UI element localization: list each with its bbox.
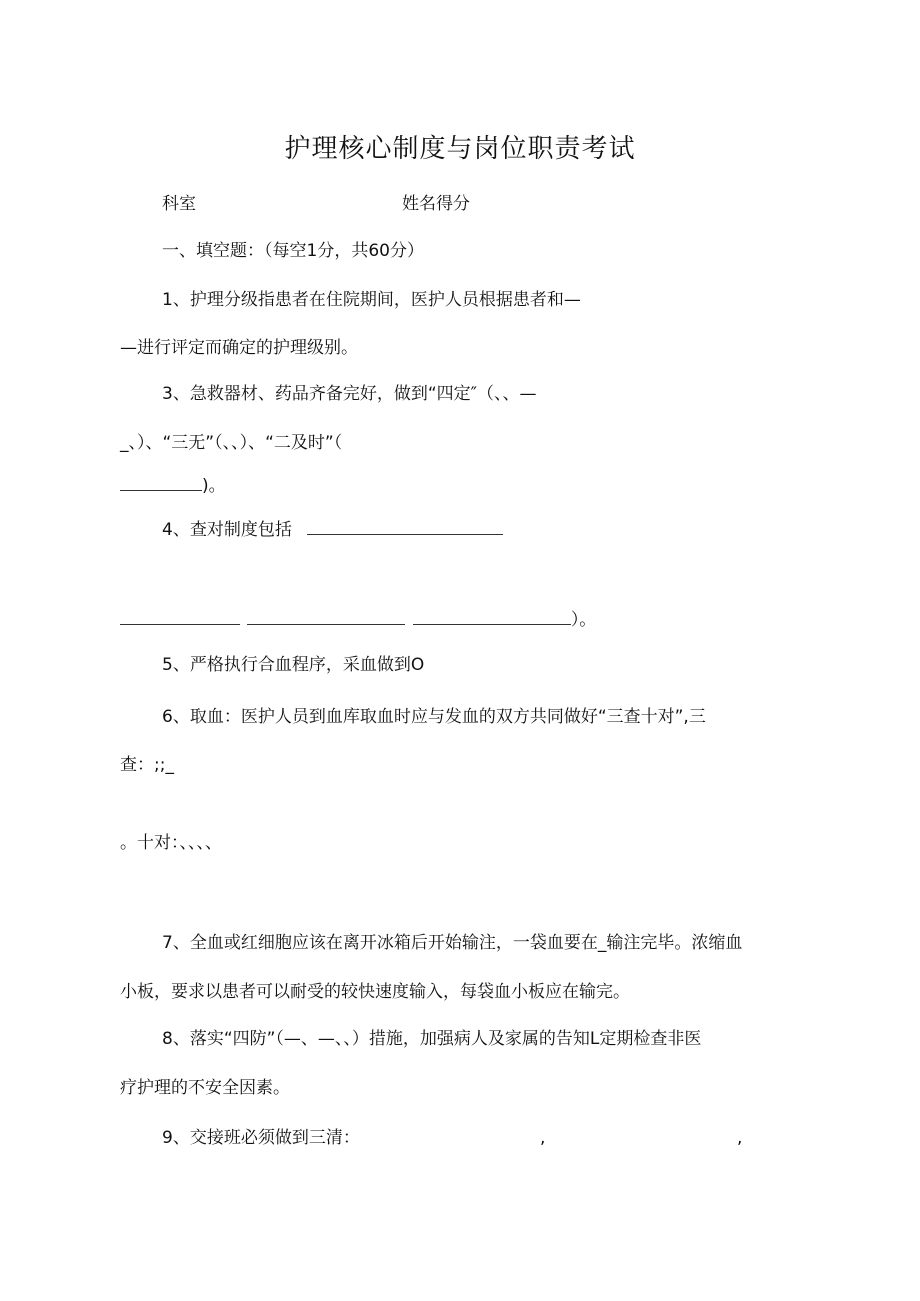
q3-line3-tail: )。 xyxy=(202,476,226,496)
q4-line2-tail: ）。 xyxy=(570,610,597,630)
answer-blank xyxy=(307,516,503,535)
q9-comma-1: , xyxy=(540,1128,546,1148)
q5-line1: 5、严格执行合血程序，采血做到O xyxy=(162,655,425,675)
q9-line1: 9、交接班必须做到三清： xyxy=(162,1128,360,1148)
q4-line2 xyxy=(120,606,596,632)
name-score-label: 姓名得分 xyxy=(402,194,470,214)
q8-line2: 疗护理的不安全因素。 xyxy=(120,1078,290,1098)
answer-blank xyxy=(247,606,405,625)
section1-heading: 一、填空题：（每空1分，共60分） xyxy=(162,241,424,261)
q1-line1: 1、护理分级指患者在住院期间，医护人员根据患者和— xyxy=(162,290,581,310)
q9-comma-2: , xyxy=(737,1128,743,1148)
q3-line1: 3、急救器材、药品齐备完好，做到“四定″（、、— xyxy=(162,384,537,404)
q6-line3: 。十对：、、、、 xyxy=(120,833,222,853)
q1-line2: —进行评定而确定的护理级别。 xyxy=(120,338,358,358)
q7-line1: 7、全血或红细胞应该在离开冰箱后开始输注，一袋血要在_输注完毕。浓缩血 xyxy=(162,933,743,953)
exam-title: 护理核心制度与岗位职责考试 xyxy=(284,134,636,164)
q4-line1-text: 4、查对制度包括 xyxy=(162,520,292,540)
q6-line1: 6、取血：医护人员到血库取血时应与发血的双方共同做好“三查十对”,三 xyxy=(162,707,706,727)
q8-line1: 8、落实“四防”（—、—、、）措施，加强病人及家属的告知L定期检查非医 xyxy=(162,1029,702,1049)
q6-line2: 查：;;_ xyxy=(120,755,174,775)
answer-blank xyxy=(120,472,202,491)
q4-line1 xyxy=(162,516,503,542)
q7-line2: 小板，要求以患者可以耐受的较快速度输入，每袋血小板应在输完。 xyxy=(120,982,630,1002)
answer-blank xyxy=(413,606,571,625)
answer-blank xyxy=(120,606,240,625)
dept-label: 科室 xyxy=(162,194,196,214)
q3-line3 xyxy=(120,472,226,498)
q3-line2: _、）、“三无”（、、）、“二及时”（ xyxy=(120,433,343,453)
